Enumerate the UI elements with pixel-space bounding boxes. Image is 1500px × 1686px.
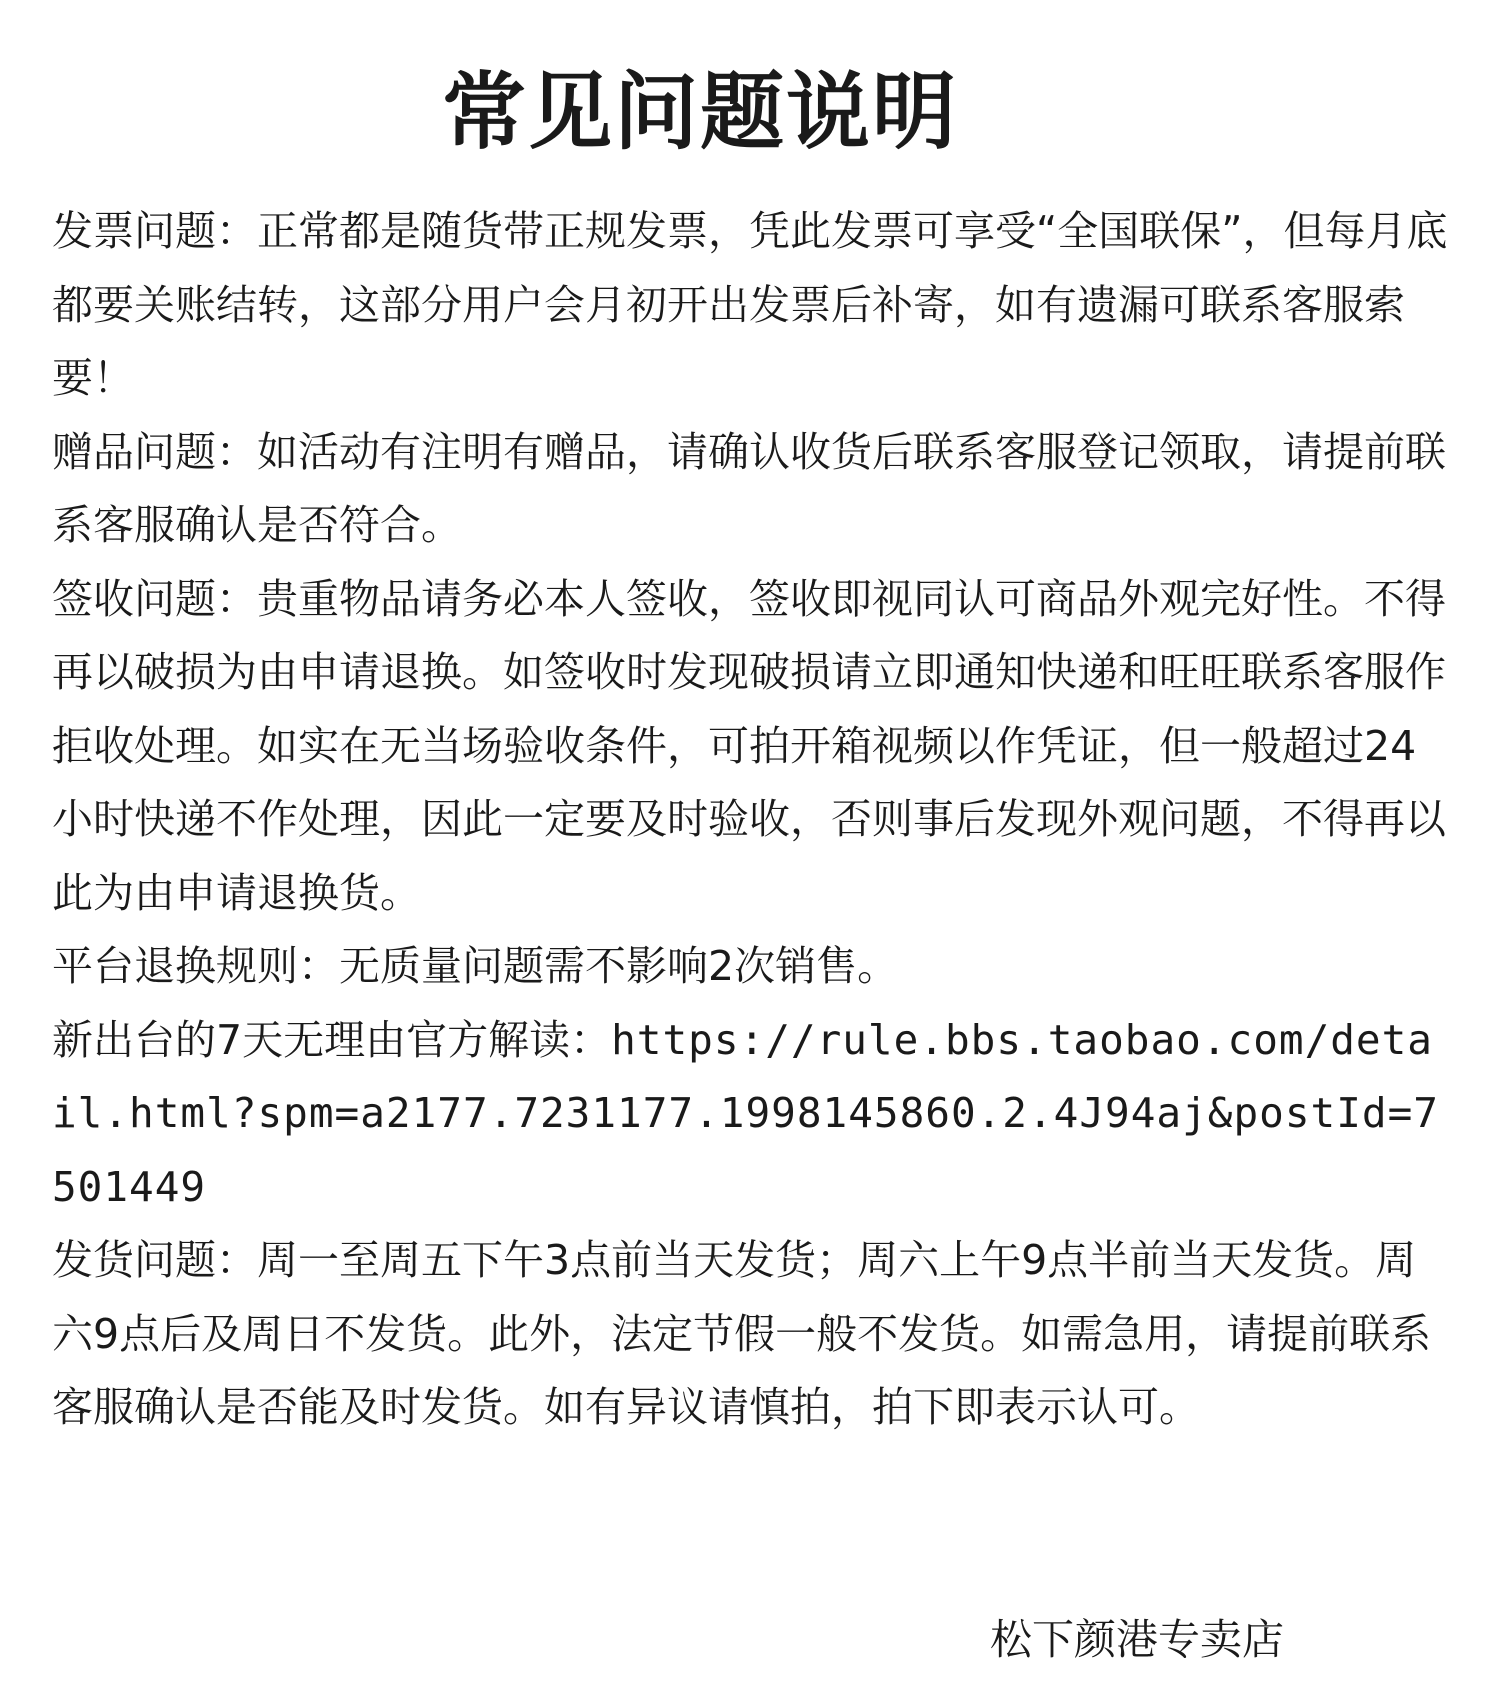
faq-body	[52, 195, 1452, 1445]
platform-rule-section: 平台退换规则：无质量问题需不影响2次销售。	[52, 942, 899, 990]
gift-section: 赠品问题：如活动有注明有赠品，请确认收货后联系客服登记领取，请提前联系客服确认是否符合。	[52, 427, 1446, 549]
invoice-section: 发票问题：正常都是随货带正规发票，凭此发票可享受“全国联保”，但每月底都要关账结转，这部分用户会月初开出发票后补寄，如有遗漏可联系客服索要！	[52, 207, 1448, 402]
shipping-section: 发货问题：周一至周五下午3点前当天发货；周六上午9点半前当天发货。周六9点后及周日不发货。此外，法定节假一般不发货。如需急用，请提前联系客服确认是否能及时发货。如有异议请慎拍，拍下即表示认可。	[52, 1236, 1432, 1431]
store-signature: 松下颜港专卖店	[990, 1615, 1285, 1664]
seven-day-label: 新出台的7天无理由官方解读：	[52, 1015, 612, 1064]
seven-day-url: https://rule.bbs.taobao.com/detail.html?spm=a2177.7231177.1998145860.2.4J94aj&postId=7501449	[52, 1015, 1439, 1211]
signing-section: 签收问题：贵重物品请务必本人签收，签收即视同认可商品外观完好性。不得再以破损为由申请退换。如签收时发现破损请立即通知快递和旺旺联系客服作拒收处理。如实在无当场验收条件，可拍开箱视频以作凭证，但一般超过24小时快递不作处理，因此一定要及时验收，否则事后发现外观问题，不得再以此为由申请退换货。	[52, 574, 1446, 917]
page-title: 常见问题说明	[441, 63, 958, 161]
seven-day-section	[52, 1004, 1452, 1225]
